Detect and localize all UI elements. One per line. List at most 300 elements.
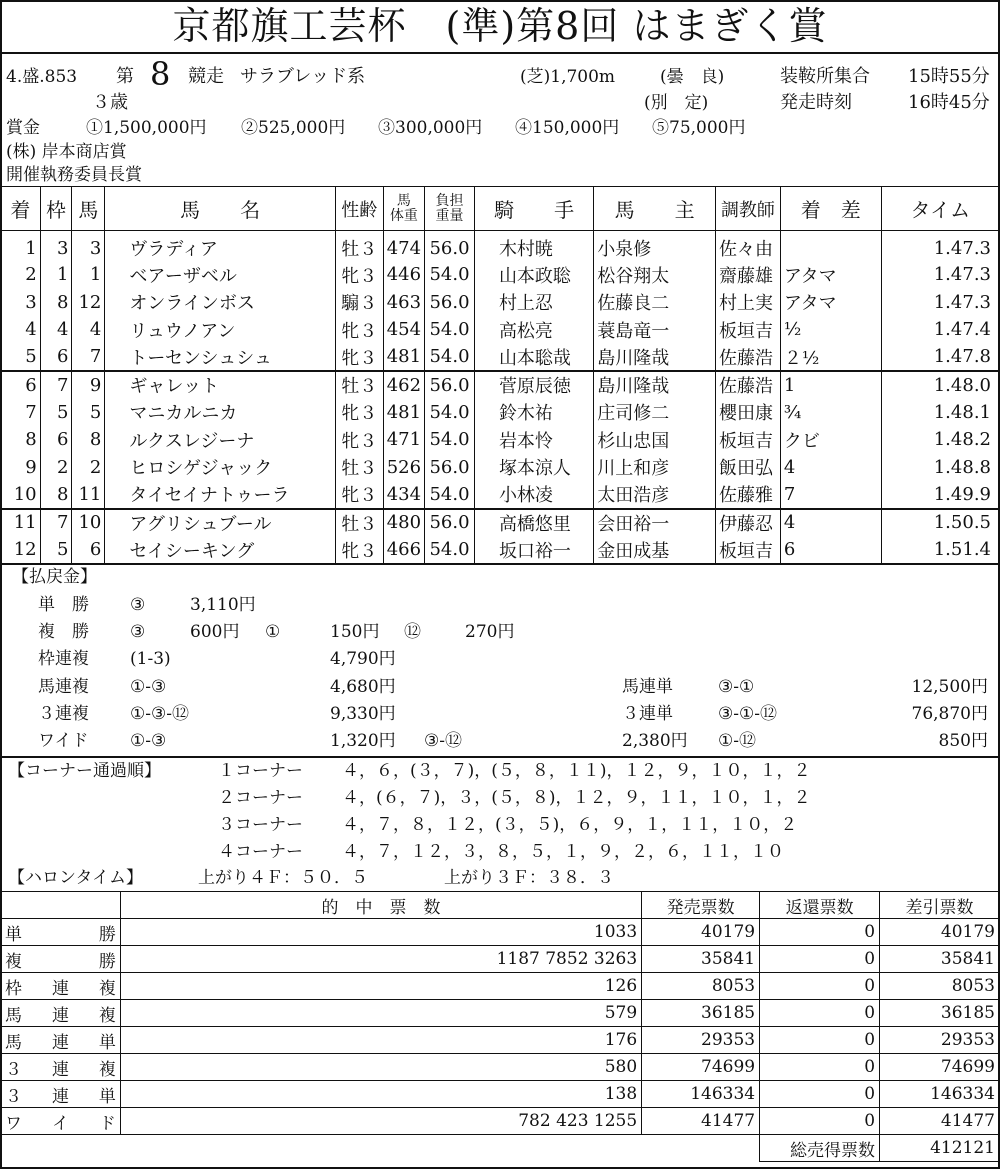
votes-total-label: 総売得票数 xyxy=(760,1135,880,1162)
corner-heading: 【コーナー通過順】 xyxy=(8,761,161,781)
result-row xyxy=(1,371,1000,399)
header-jockey: 騎 手 xyxy=(474,187,593,231)
cell-weight-carried: 54.0 xyxy=(425,316,475,344)
votes-bet-type-char: 単 xyxy=(5,924,22,945)
cell-frame: 8 xyxy=(40,289,72,317)
header-rank: 着 xyxy=(1,187,41,231)
votes-bet-type-char: ワ xyxy=(5,1113,22,1134)
cell-sex-age: 牝３ xyxy=(335,261,383,289)
corner-1-order: ４，６，(３，７)，(５，８，１１)，１２，９，１０，１，２ xyxy=(342,761,811,781)
title-divider xyxy=(0,52,1000,54)
umaren-combo: ①-③ xyxy=(130,677,167,697)
cell-horse-name: マニカルニカ xyxy=(105,399,336,427)
cell-body-weight: 471 xyxy=(383,426,424,454)
cell-sex-age: 牝３ xyxy=(335,316,383,344)
cell-trainer: 佐藤浩 xyxy=(716,344,781,372)
cell-num: 10 xyxy=(72,509,105,537)
cell-body-weight: 434 xyxy=(383,481,424,509)
votes-bet-type-char: 勝 xyxy=(98,924,116,945)
cell-time: 1.47.8 xyxy=(881,344,999,372)
cell-owner: 松谷翔太 xyxy=(594,261,716,289)
cell-trainer: 板垣吉 xyxy=(716,426,781,454)
payout-heading: 【払戻金】 xyxy=(12,567,97,587)
cell-rank: 1 xyxy=(1,231,41,262)
cell-frame: 2 xyxy=(40,454,72,482)
cell-num: 7 xyxy=(72,344,105,372)
cell-rank: 5 xyxy=(1,344,41,372)
votes-cell-refund: 0 xyxy=(760,1108,880,1135)
result-row xyxy=(1,344,1000,372)
cell-owner: 金田成基 xyxy=(594,536,716,564)
prize-4: ④150,000円 xyxy=(515,118,620,138)
cell-margin: 6 xyxy=(780,536,881,564)
corner-4-label: ４コーナー xyxy=(218,842,303,862)
sanrenpuku-label: ３連複 xyxy=(38,704,89,724)
sanrentan-combo: ③-①-⑫ xyxy=(718,704,777,724)
cell-margin: ¾ xyxy=(780,399,881,427)
votes-bet-type-label xyxy=(5,1082,116,1107)
header-body-weight xyxy=(383,187,424,231)
race-course: (芝)1,700m xyxy=(520,67,616,87)
cell-owner: 太田浩彦 xyxy=(594,481,716,509)
cell-jockey: 鈴木祐 xyxy=(474,399,593,427)
cell-rank: 7 xyxy=(1,399,41,427)
votes-bet-type-char: 連 xyxy=(51,1059,69,1080)
votes-row xyxy=(1,1027,1000,1054)
wide-combo-2: ③-⑫ xyxy=(424,731,462,751)
cell-jockey: 菅原辰徳 xyxy=(474,371,593,399)
cell-body-weight: 474 xyxy=(383,231,424,262)
cell-num: 3 xyxy=(72,231,105,262)
fukusho-label: 複 勝 xyxy=(38,622,89,642)
cell-num: 12 xyxy=(72,289,105,317)
cell-margin: 7 xyxy=(780,481,881,509)
votes-cell-sold: 146334 xyxy=(642,1081,760,1108)
cell-owner: 島川隆哉 xyxy=(594,371,716,399)
cell-owner: 庄司修二 xyxy=(594,399,716,427)
cell-jockey: 岩本怜 xyxy=(474,426,593,454)
votes-bet-type-char: 複 xyxy=(98,1059,116,1080)
corner-3-order: ４，７，８，１２，(３，５)，６，９，１，１１，１０，２ xyxy=(342,815,798,835)
cell-horse-name: ヴラディア xyxy=(105,231,336,262)
votes-cell-refund: 0 xyxy=(760,1027,880,1054)
votes-cell-refund: 0 xyxy=(760,1000,880,1027)
header-num: 馬 xyxy=(72,187,105,231)
umaren-amount: 4,680円 xyxy=(330,677,396,697)
header-trainer: 調教師 xyxy=(716,187,781,231)
votes-cell-hit: 1187 7852 3263 xyxy=(120,946,641,973)
votes-bet-type-char: 馬 xyxy=(5,1032,22,1053)
wide-amount-1: 1,320円 xyxy=(330,731,396,751)
cell-time: 1.48.0 xyxy=(881,371,999,399)
cell-trainer: 齋藤雄 xyxy=(716,261,781,289)
cell-body-weight: 466 xyxy=(383,536,424,564)
votes-bet-type-char: 連 xyxy=(51,978,69,999)
cell-weight-carried: 54.0 xyxy=(425,426,475,454)
cell-frame: 7 xyxy=(40,371,72,399)
votes-bet-type-char: 勝 xyxy=(98,951,116,972)
umaren-label: 馬連複 xyxy=(38,677,89,697)
cell-owner: 佐藤良二 xyxy=(594,289,716,317)
header-bw-line1: 馬 xyxy=(396,192,411,209)
award-1: (株) 岸本商店賞 xyxy=(6,142,127,162)
cell-weight-carried: 54.0 xyxy=(425,536,475,564)
votes-bet-type-label xyxy=(5,920,116,945)
fukusho-amount-3: 270円 xyxy=(465,622,515,642)
saddle-time: 15時55分 xyxy=(908,66,990,87)
post-label: 発走時刻 xyxy=(780,92,852,113)
result-row xyxy=(1,426,1000,454)
result-row xyxy=(1,481,1000,509)
cell-weight-carried: 56.0 xyxy=(425,509,475,537)
cell-jockey: 木村暁 xyxy=(474,231,593,262)
votes-cell-sold: 36185 xyxy=(642,1000,760,1027)
header-w-line2: 重量 xyxy=(435,207,464,224)
fukusho-combo-2: ① xyxy=(265,622,281,642)
votes-row xyxy=(1,919,1000,946)
header-w-line1: 負担 xyxy=(435,192,464,209)
tansho-combo: ③ xyxy=(130,595,146,615)
cell-margin: 4 xyxy=(780,454,881,482)
votes-bet-type-char: 単 xyxy=(98,1086,116,1107)
cell-weight-carried: 54.0 xyxy=(425,481,475,509)
cell-owner: 蓑島竜一 xyxy=(594,316,716,344)
wakuren-combo: (1-3) xyxy=(130,649,171,669)
cell-num: 2 xyxy=(72,454,105,482)
votes-cell-hit: 1033 xyxy=(120,919,641,946)
votes-bet-type-char: 複 xyxy=(5,951,22,972)
cell-trainer: 飯田弘 xyxy=(716,454,781,482)
post-time: 16時45分 xyxy=(908,92,990,113)
cell-sex-age: 牝３ xyxy=(335,426,383,454)
votes-cell-refund: 0 xyxy=(760,946,880,973)
votes-header-net: 差引票数 xyxy=(880,892,1000,919)
header-frame: 枠 xyxy=(40,187,72,231)
votes-cell-net: 29353 xyxy=(880,1027,1000,1054)
cell-margin: アタマ xyxy=(780,261,881,289)
wide-amount-2: 2,380円 xyxy=(622,731,688,751)
fukusho-amount-1: 600円 xyxy=(190,622,240,642)
race-age: ３歳 xyxy=(92,92,128,113)
prize-3: ③300,000円 xyxy=(378,118,483,138)
votes-bet-type-char: ド xyxy=(98,1113,116,1134)
result-row xyxy=(1,509,1000,537)
cell-frame: 5 xyxy=(40,399,72,427)
votes-bet-type-char: 単 xyxy=(98,1032,116,1053)
votes-bet-type-char: 連 xyxy=(51,1086,69,1107)
votes-total-value: 412121 xyxy=(880,1135,1000,1162)
cell-horse-name: タイセイナトゥーラ xyxy=(105,481,336,509)
cell-weight-carried: 56.0 xyxy=(425,289,475,317)
cell-num: 4 xyxy=(72,316,105,344)
sanrentan-amount: 76,870円 xyxy=(911,704,988,724)
cell-trainer: 板垣吉 xyxy=(716,536,781,564)
cell-time: 1.50.5 xyxy=(881,509,999,537)
fukusho-combo-3: ⑫ xyxy=(404,622,421,642)
cell-rank: 10 xyxy=(1,481,41,509)
cell-rank: 12 xyxy=(1,536,41,564)
header-bw-line2: 体重 xyxy=(389,207,418,224)
cell-frame: 3 xyxy=(40,231,72,262)
corner-4-order: ４，７，１２，３，８，５，１，９，２，６，１１，１０ xyxy=(342,842,784,862)
sanrentan-label: ３連単 xyxy=(622,704,673,724)
cell-frame: 5 xyxy=(40,536,72,564)
votes-bet-type xyxy=(1,919,121,946)
cell-body-weight: 463 xyxy=(383,289,424,317)
cell-sex-age: 牝３ xyxy=(335,481,383,509)
votes-cell-sold: 40179 xyxy=(642,919,760,946)
votes-cell-net: 36185 xyxy=(880,1000,1000,1027)
wide-combo-3: ①-⑫ xyxy=(718,731,756,751)
votes-bet-type-label xyxy=(5,1028,116,1053)
cell-frame: 4 xyxy=(40,316,72,344)
cell-rank: 2 xyxy=(1,261,41,289)
cell-time: 1.47.3 xyxy=(881,261,999,289)
cell-time: 1.47.3 xyxy=(881,231,999,262)
cell-trainer: 板垣吉 xyxy=(716,316,781,344)
cell-horse-name: ギャレット xyxy=(105,371,336,399)
votes-cell-net: 146334 xyxy=(880,1081,1000,1108)
cell-num: 9 xyxy=(72,371,105,399)
cell-owner: 小泉修 xyxy=(594,231,716,262)
cell-margin: ２½ xyxy=(780,344,881,372)
votes-cell-net: 8053 xyxy=(880,973,1000,1000)
tansho-amount: 3,110円 xyxy=(190,595,256,615)
votes-bet-type-char: 連 xyxy=(51,1005,69,1026)
cell-margin: クビ xyxy=(780,426,881,454)
payout-bottom-divider xyxy=(0,756,1000,758)
votes-cell-refund: 0 xyxy=(760,1081,880,1108)
votes-row xyxy=(1,1081,1000,1108)
header-sexage: 性齢 xyxy=(335,187,383,231)
furlong-last4: 上がり４Ｆ：５０．５ xyxy=(198,868,368,888)
header-margin: 着 差 xyxy=(780,187,881,231)
cell-time: 1.51.4 xyxy=(881,536,999,564)
cell-body-weight: 481 xyxy=(383,399,424,427)
cell-body-weight: 446 xyxy=(383,261,424,289)
votes-cell-sold: 41477 xyxy=(642,1108,760,1135)
cell-horse-name: ベアーザベル xyxy=(105,261,336,289)
votes-cell-sold: 35841 xyxy=(642,946,760,973)
race-number: 8 xyxy=(150,55,171,93)
votes-bet-type-char: 連 xyxy=(51,1032,69,1053)
header-owner: 馬 主 xyxy=(594,187,716,231)
wakuren-amount: 4,790円 xyxy=(330,649,396,669)
cell-sex-age: 牡３ xyxy=(335,509,383,537)
race-weather: (曇 良) xyxy=(660,67,725,87)
votes-header-row xyxy=(1,892,1000,919)
cell-body-weight: 480 xyxy=(383,509,424,537)
weight-rule: (別 定) xyxy=(644,93,709,113)
cell-num: 11 xyxy=(72,481,105,509)
cell-horse-name: トーセンシュシュ xyxy=(105,344,336,372)
cell-rank: 6 xyxy=(1,371,41,399)
results-bottom-divider xyxy=(0,563,1000,565)
votes-bet-type-char: 複 xyxy=(98,1005,116,1026)
cell-jockey: 小林凌 xyxy=(474,481,593,509)
votes-cell-refund: 0 xyxy=(760,919,880,946)
cell-horse-name: アグリシュブール xyxy=(105,509,336,537)
cell-trainer: 佐藤浩 xyxy=(716,371,781,399)
votes-header-sold: 発売票数 xyxy=(642,892,760,919)
votes-cell-net: 74699 xyxy=(880,1054,1000,1081)
votes-cell-hit: 782 423 1255 xyxy=(120,1108,641,1135)
race-code: 4.盛.853 xyxy=(6,67,78,87)
cell-rank: 3 xyxy=(1,289,41,317)
votes-header-refund: 返還票数 xyxy=(760,892,880,919)
votes-bet-type-char: ３ xyxy=(5,1059,22,1080)
votes-bet-type-char: ３ xyxy=(5,1086,22,1107)
cell-time: 1.47.4 xyxy=(881,316,999,344)
cell-jockey: 村上忍 xyxy=(474,289,593,317)
header-time: タイム xyxy=(881,187,999,231)
votes-bet-type-label xyxy=(5,1055,116,1080)
cell-weight-carried: 54.0 xyxy=(425,261,475,289)
cell-body-weight: 462 xyxy=(383,371,424,399)
race-category: サラブレッド系 xyxy=(240,66,366,87)
cell-num: 8 xyxy=(72,426,105,454)
wide-combo-1: ①-③ xyxy=(130,731,167,751)
cell-jockey: 山本聡哉 xyxy=(474,344,593,372)
cell-jockey: 高松亮 xyxy=(474,316,593,344)
wakuren-label: 枠連複 xyxy=(38,649,89,669)
cell-trainer: 村上実 xyxy=(716,289,781,317)
cell-time: 1.48.2 xyxy=(881,426,999,454)
corner-1-label: １コーナー xyxy=(218,761,303,781)
votes-bet-type-label xyxy=(5,1001,116,1026)
votes-row xyxy=(1,1054,1000,1081)
cell-sex-age: 牝３ xyxy=(335,536,383,564)
corner-2-order: ４，(６，７)，３，(５，８)，１２，９，１１，１０，１，２ xyxy=(342,788,811,808)
cell-trainer: 伊藤忍 xyxy=(716,509,781,537)
cell-body-weight: 481 xyxy=(383,344,424,372)
cell-num: 6 xyxy=(72,536,105,564)
corner-3-label: ３コーナー xyxy=(218,815,303,835)
cell-time: 1.49.9 xyxy=(881,481,999,509)
votes-cell-refund: 0 xyxy=(760,973,880,1000)
votes-row xyxy=(1,973,1000,1000)
votes-cell-sold: 8053 xyxy=(642,973,760,1000)
cell-frame: 7 xyxy=(40,509,72,537)
cell-weight-carried: 56.0 xyxy=(425,371,475,399)
header-horse: 馬 名 xyxy=(105,187,336,231)
cell-sex-age: 牝３ xyxy=(335,399,383,427)
race-kyoso: 競走 xyxy=(188,66,224,87)
cell-trainer: 佐々由 xyxy=(716,231,781,262)
votes-row xyxy=(1,1000,1000,1027)
votes-bet-type-char: 馬 xyxy=(5,1005,22,1026)
votes-total-row xyxy=(1,1135,1000,1162)
sanrenpuku-combo: ①-③-⑫ xyxy=(130,704,189,724)
cell-frame: 6 xyxy=(40,344,72,372)
cell-jockey: 塚本涼人 xyxy=(474,454,593,482)
cell-horse-name: ヒロシゲジャック xyxy=(105,454,336,482)
result-row xyxy=(1,261,1000,289)
fukusho-amount-2: 150円 xyxy=(330,622,380,642)
saddle-label: 装鞍所集合 xyxy=(780,66,870,87)
cell-margin xyxy=(780,231,881,262)
cell-weight-carried: 54.0 xyxy=(425,344,475,372)
tansho-label: 単 勝 xyxy=(38,595,89,615)
results-table xyxy=(0,186,1000,564)
umatan-label: 馬連単 xyxy=(622,677,673,697)
cell-num: 1 xyxy=(72,261,105,289)
cell-weight-carried: 54.0 xyxy=(425,399,475,427)
cell-horse-name: セイシーキング xyxy=(105,536,336,564)
cell-rank: 9 xyxy=(1,454,41,482)
votes-cell-hit: 126 xyxy=(120,973,641,1000)
result-row xyxy=(1,289,1000,317)
votes-header-blank xyxy=(1,892,121,919)
cell-margin: 1 xyxy=(780,371,881,399)
prize-1: ①1,500,000円 xyxy=(86,118,207,138)
votes-bet-type xyxy=(1,1054,121,1081)
cell-time: 1.48.1 xyxy=(881,399,999,427)
results-header-row xyxy=(1,187,1000,231)
header-weight-carried xyxy=(425,187,475,231)
cell-owner: 島川隆哉 xyxy=(594,344,716,372)
votes-bet-type xyxy=(1,1000,121,1027)
votes-bet-type xyxy=(1,973,121,1000)
prize-2: ②525,000円 xyxy=(241,118,346,138)
votes-cell-net: 41477 xyxy=(880,1108,1000,1135)
votes-row xyxy=(1,946,1000,973)
cell-sex-age: 牝３ xyxy=(335,344,383,372)
wide-amount-3: 850円 xyxy=(938,731,988,751)
cell-sex-age: 牡３ xyxy=(335,454,383,482)
cell-frame: 6 xyxy=(40,426,72,454)
cell-num: 5 xyxy=(72,399,105,427)
votes-bet-type xyxy=(1,1027,121,1054)
cell-jockey: 山本政聡 xyxy=(474,261,593,289)
votes-cell-sold: 29353 xyxy=(642,1027,760,1054)
result-row xyxy=(1,454,1000,482)
cell-trainer: 櫻田康 xyxy=(716,399,781,427)
votes-total-spacer xyxy=(1,1135,760,1162)
umatan-amount: 12,500円 xyxy=(911,677,988,697)
result-row xyxy=(1,316,1000,344)
corner-2-label: ２コーナー xyxy=(218,788,303,808)
cell-jockey: 高橋悠里 xyxy=(474,509,593,537)
cell-rank: 8 xyxy=(1,426,41,454)
cell-rank: 4 xyxy=(1,316,41,344)
votes-row xyxy=(1,1108,1000,1135)
cell-frame: 1 xyxy=(40,261,72,289)
votes-bet-type-label xyxy=(5,1109,116,1134)
votes-bet-type xyxy=(1,1081,121,1108)
votes-bet-type-label xyxy=(5,947,116,972)
cell-horse-name: リュウノアン xyxy=(105,316,336,344)
umatan-combo: ③-① xyxy=(718,677,755,697)
cell-weight-carried: 56.0 xyxy=(425,454,475,482)
prize-5: ⑤75,000円 xyxy=(652,118,746,138)
votes-bet-type-char: 枠 xyxy=(5,978,22,999)
cell-weight-carried: 56.0 xyxy=(425,231,475,262)
cell-jockey: 坂口裕一 xyxy=(474,536,593,564)
cell-sex-age: 騸３ xyxy=(335,289,383,317)
votes-cell-net: 40179 xyxy=(880,919,1000,946)
page-title: 京都旗工芸杯 (準)第8回 はまぎく賞 xyxy=(172,4,828,48)
votes-cell-hit: 580 xyxy=(120,1054,641,1081)
result-row xyxy=(1,399,1000,427)
prize-label: 賞金 xyxy=(6,118,40,138)
votes-bet-type-char: 複 xyxy=(98,978,116,999)
cell-margin: アタマ xyxy=(780,289,881,317)
race-dai: 第 xyxy=(116,66,134,87)
cell-owner: 会田裕一 xyxy=(594,509,716,537)
cell-sex-age: 牡３ xyxy=(335,231,383,262)
fukusho-combo-1: ③ xyxy=(130,622,146,642)
